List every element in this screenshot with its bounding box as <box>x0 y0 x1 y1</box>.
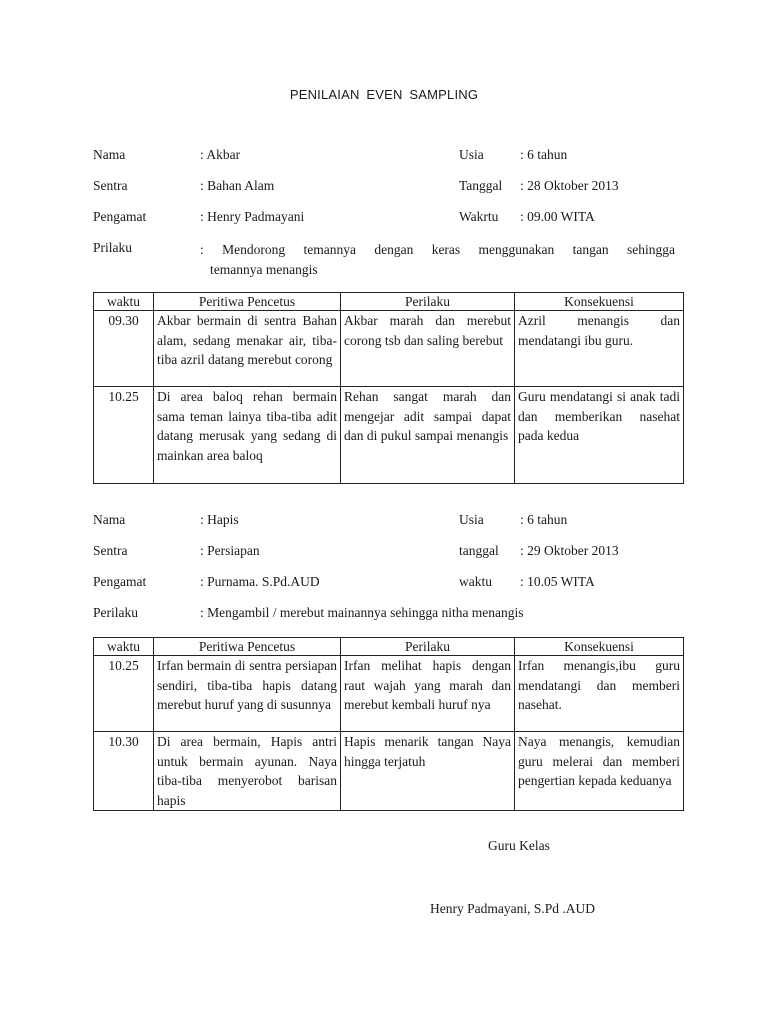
table-row <box>94 387 684 484</box>
nama-row <box>0 512 768 530</box>
tanggal-value: : 28 Oktober 2013 <box>520 178 619 193</box>
pengamat-value: : Henry Padmayani <box>200 209 305 224</box>
header-pencetus: Peritiwa Pencetus <box>154 638 341 656</box>
cell-pencetus: Di area bermain, Hapis antri untuk bermain ayunan. Naya tiba-tiba menyerobot barisan hapis <box>154 732 341 811</box>
pengamat-label: Pengamat <box>93 209 147 224</box>
tanggal-label: Tanggal <box>459 178 503 193</box>
cell-waktu: 10.25 <box>94 387 154 484</box>
cell-konsekuensi: Naya menangis, kemudian guru melerai dan memberi pengertian kepada keduanya <box>515 732 684 811</box>
waktu-label: Wakrtu <box>459 209 499 224</box>
cell-pencetus: Di area baloq rehan bermain sama teman lainya tiba-tiba adit datang merusak yang sedang di mainkan area baloq <box>154 387 341 484</box>
cell-perilaku: Rehan sangat marah dan mengejar adit sampai dapat dan di pukul sampai menangis <box>341 387 515 484</box>
table-row <box>94 656 684 732</box>
cell-waktu: 10.30 <box>94 732 154 811</box>
nama-row <box>0 147 768 165</box>
table-header-row <box>94 293 684 311</box>
perilaku-label: Prilaku <box>93 240 132 255</box>
signature-role: Guru Kelas <box>488 838 550 853</box>
table-row <box>94 732 684 811</box>
header-waktu: waktu <box>94 638 154 656</box>
header-pencetus: Peritiwa Pencetus <box>154 293 341 311</box>
cell-perilaku: Irfan melihat hapis dengan raut wajah yang marah dan merebut kembali huruf nya <box>341 656 515 732</box>
sentra-label: Sentra <box>93 543 128 558</box>
signature-name: Henry Padmayani, S.Pd .AUD <box>430 901 595 916</box>
perilaku-value: : Mendorong temannya dengan keras menggunakan tangan sehingga <box>200 242 675 257</box>
cell-waktu: 10.25 <box>94 656 154 732</box>
cell-waktu: 09.30 <box>94 311 154 387</box>
header-perilaku: Perilaku <box>341 638 515 656</box>
pengamat-value: : Purnama. S.Pd.AUD <box>200 574 320 589</box>
tanggal-label: tanggal <box>459 543 499 558</box>
waktu-value: : 10.05 WITA <box>520 574 595 589</box>
usia-value: : 6 tahun <box>520 147 568 162</box>
usia-value: : 6 tahun <box>520 512 568 527</box>
pengamat-row <box>0 209 768 227</box>
nama-value: : Akbar <box>200 147 241 162</box>
nama-label: Nama <box>93 147 126 162</box>
usia-label: Usia <box>459 147 484 162</box>
header-konsekuensi: Konsekuensi <box>515 638 684 656</box>
table-header-row <box>94 638 684 656</box>
sentra-row <box>0 178 768 196</box>
document-title: PENILAIAN EVEN SAMPLING <box>289 87 479 102</box>
cell-konsekuensi: Azril menangis dan mendatangi ibu guru. <box>515 311 684 387</box>
waktu-label: waktu <box>459 574 492 589</box>
waktu-value: : 09.00 WITA <box>520 209 595 224</box>
pengamat-label: Pengamat <box>93 574 147 589</box>
perilaku-row <box>0 605 768 623</box>
event-table-2 <box>93 637 684 811</box>
table-row <box>94 311 684 387</box>
cell-konsekuensi: Guru mendatangi si anak tadi dan memberikan nasehat pada kedua <box>515 387 684 484</box>
cell-pencetus: Irfan bermain di sentra persiapan sendiri, tiba-tiba hapis datang merebut huruf yang di susunnya <box>154 656 341 732</box>
event-table-1 <box>93 292 684 484</box>
perilaku-value-cont: temannya menangis <box>210 262 318 277</box>
nama-label: Nama <box>93 512 126 527</box>
pengamat-row <box>0 574 768 592</box>
header-konsekuensi: Konsekuensi <box>515 293 684 311</box>
sentra-value: : Bahan Alam <box>200 178 275 193</box>
cell-perilaku: Hapis menarik tangan Naya hingga terjatuh <box>341 732 515 811</box>
header-perilaku: Perilaku <box>341 293 515 311</box>
usia-label: Usia <box>459 512 484 527</box>
perilaku-description <box>200 240 675 280</box>
sentra-row <box>0 543 768 561</box>
tanggal-value: : 29 Oktober 2013 <box>520 543 619 558</box>
header-waktu: waktu <box>94 293 154 311</box>
cell-pencetus: Akbar bermain di sentra Bahan alam, sedang menakar air, tiba-tiba azril datang merebut corong <box>154 311 341 387</box>
sentra-value: : Persiapan <box>200 543 260 558</box>
sentra-label: Sentra <box>93 178 128 193</box>
cell-konsekuensi: Irfan menangis,ibu guru mendatangi dan memberi nasehat. <box>515 656 684 732</box>
cell-perilaku: Akbar marah dan merebut corong tsb dan saling berebut <box>341 311 515 387</box>
nama-value: : Hapis <box>200 512 239 527</box>
perilaku-label: Perilaku <box>93 605 138 620</box>
perilaku-value: : Mengambil / merebut mainannya sehingga nitha menangis <box>200 605 524 620</box>
